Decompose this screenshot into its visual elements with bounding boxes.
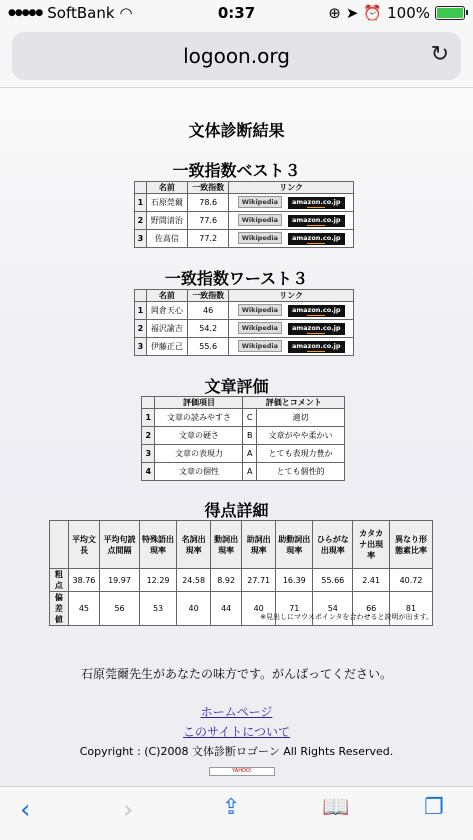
reload-icon[interactable]: ↻	[430, 42, 449, 67]
worst-heading: 一致指数ワースト３	[164, 269, 309, 288]
score-detail-heading: 得点詳細	[204, 501, 269, 520]
link-cell	[229, 302, 354, 320]
evaluation-item: 文章の表現力	[155, 445, 243, 463]
evaluation-comment: 文章がやや柔かい	[256, 427, 344, 445]
tabs-icon[interactable]: ❐	[424, 795, 444, 820]
evaluation-grade: A	[243, 445, 257, 463]
url-field[interactable]	[12, 32, 461, 80]
row-label: 偏差値	[50, 592, 69, 626]
amazon-link[interactable]: amazon.co.jp	[288, 215, 345, 227]
battery-percent: 100%	[387, 4, 430, 22]
metric-value: 55.66	[313, 569, 353, 592]
score-cell: 77.2	[188, 230, 229, 248]
metric-header[interactable]: カタカナ出現率	[353, 521, 390, 569]
metric-header[interactable]: 平均句読点間隔	[100, 521, 140, 569]
evaluation-heading: 文章評価	[204, 377, 269, 396]
name-cell: 野間清治	[146, 212, 187, 230]
url-text: logoon.org	[183, 44, 290, 68]
metric-header[interactable]: ひらがな出現率	[313, 521, 353, 569]
column-header	[135, 290, 147, 302]
rank-cell: 1	[135, 194, 147, 212]
wikipedia-link[interactable]: Wikipedia	[238, 196, 282, 208]
name-cell: 岡倉天心	[146, 302, 187, 320]
evaluation-grade: C	[243, 409, 257, 427]
link-cell	[229, 338, 354, 356]
column-header	[135, 182, 147, 194]
metric-header[interactable]: 動詞出現率	[211, 521, 242, 569]
metric-value: 8.92	[211, 569, 242, 592]
table-row	[135, 320, 354, 338]
amazon-link[interactable]: amazon.co.jp	[288, 197, 345, 209]
wikipedia-link[interactable]: Wikipedia	[238, 322, 282, 334]
amazon-link[interactable]: amazon.co.jp	[288, 233, 345, 245]
battery-icon	[435, 6, 465, 20]
row-number: 2	[142, 427, 155, 445]
browser-address-bar	[0, 26, 473, 88]
amazon-link[interactable]: amazon.co.jp	[288, 323, 345, 335]
worst-table	[134, 289, 354, 356]
page-content	[0, 88, 473, 786]
link-cell	[229, 212, 354, 230]
metric-value: 19.97	[100, 569, 140, 592]
name-cell: 佐高信	[146, 230, 187, 248]
page-title: 文体診断結果	[188, 121, 285, 140]
wikipedia-link[interactable]: Wikipedia	[238, 214, 282, 226]
result-message: 石原莞爾先生があなたの味方です。がんばってください。	[80, 667, 393, 681]
column-header: リンク	[229, 182, 354, 194]
wifi-icon: ◠	[119, 4, 133, 22]
table-header-row	[135, 182, 354, 194]
metric-header[interactable]: 名詞出現率	[177, 521, 211, 569]
metric-value: 66	[353, 592, 390, 626]
metric-value: 40	[242, 592, 276, 626]
row-number: 4	[142, 463, 155, 481]
metric-value: 53	[140, 592, 177, 626]
evaluation-grade: B	[243, 427, 257, 445]
row-label: 粗点	[50, 569, 69, 592]
metric-header[interactable]: 特殊語出現率	[140, 521, 177, 569]
name-cell: 福沢諭吉	[146, 320, 187, 338]
status-time: 0:37	[217, 4, 256, 22]
rank-cell: 2	[135, 212, 147, 230]
score-cell: 77.6	[188, 212, 229, 230]
amazon-link[interactable]: amazon.co.jp	[288, 305, 345, 317]
evaluation-item: 文章の硬さ	[155, 427, 243, 445]
table-row	[135, 212, 354, 230]
column-header: 一致指数	[188, 290, 229, 302]
about-link[interactable]: このサイトについて	[183, 725, 290, 739]
table-row	[135, 338, 354, 356]
evaluation-table	[141, 396, 345, 481]
location-icon: ➤	[345, 4, 359, 22]
link-cell	[229, 320, 354, 338]
name-cell: 伊藤正己	[146, 338, 187, 356]
forward-icon[interactable]: ›	[123, 795, 134, 825]
metric-header[interactable]: 平均文長	[68, 521, 99, 569]
table-header-row	[142, 397, 345, 409]
evaluation-grade: A	[243, 463, 257, 481]
rank-cell: 2	[135, 320, 147, 338]
link-cell	[229, 230, 354, 248]
browser-toolbar	[0, 786, 473, 840]
evaluation-comment: とても表現力豊か	[256, 445, 344, 463]
metric-value: 12.29	[140, 569, 177, 592]
corner-cell	[50, 521, 69, 569]
metric-value: 40.72	[390, 569, 433, 592]
table-row	[142, 445, 345, 463]
row-number: 3	[142, 445, 155, 463]
signal-icon: ●●●●●	[8, 8, 43, 18]
metric-header[interactable]: 助動詞出現率	[276, 521, 313, 569]
metric-value: 40	[177, 592, 211, 626]
metric-value: 71	[276, 592, 313, 626]
metric-value: 81	[390, 592, 433, 626]
copyright: Copyright : (C)2008 文体診断ロゴーン All Rights Reserved.	[79, 745, 394, 758]
rank-cell: 1	[135, 302, 147, 320]
score-note: ※見出しにマウスポインタを合わせると説明が出ます。	[260, 613, 433, 621]
name-cell: 石原莞爾	[146, 194, 187, 212]
score-cell: 78.6	[188, 194, 229, 212]
lock-rotation-icon: ⊕	[328, 4, 341, 22]
column-header: 一致指数	[188, 182, 229, 194]
evaluation-comment: 適切	[256, 409, 344, 427]
evaluation-comment: とても個性的	[256, 463, 344, 481]
back-icon[interactable]: ‹	[20, 795, 31, 825]
metric-value: 16.39	[276, 569, 313, 592]
wikipedia-link[interactable]: Wikipedia	[238, 232, 282, 244]
table-row	[142, 463, 345, 481]
column-header: 評価項目	[155, 397, 243, 409]
metric-value: 27.71	[242, 569, 276, 592]
evaluation-item: 文章の個性	[155, 463, 243, 481]
table-row	[135, 302, 354, 320]
table-row	[142, 427, 345, 445]
link-cell	[229, 194, 354, 212]
column-header: 評価とコメント	[243, 397, 345, 409]
best-heading: 一致指数ベスト３	[172, 161, 301, 180]
best-table	[134, 181, 354, 248]
share-icon[interactable]: ⇪	[222, 795, 241, 820]
table-row	[50, 569, 433, 592]
metric-header[interactable]: 助詞出現率	[242, 521, 276, 569]
score-cell: 55.6	[188, 338, 229, 356]
score-cell: 46	[188, 302, 229, 320]
metric-value: 38.76	[68, 569, 99, 592]
metric-value: 56	[100, 592, 140, 626]
score-detail-table	[49, 520, 433, 626]
metric-value: 24.58	[177, 569, 211, 592]
metric-value: 45	[68, 592, 99, 626]
row-number: 1	[142, 409, 155, 427]
metric-value: 44	[211, 592, 242, 626]
wikipedia-link[interactable]: Wikipedia	[238, 304, 282, 316]
amazon-link[interactable]: amazon.co.jp	[288, 341, 345, 353]
column-header	[142, 397, 155, 409]
bookmarks-icon[interactable]: 📖	[322, 795, 350, 820]
table-row	[135, 194, 354, 212]
carrier-name: SoftBank	[47, 4, 115, 22]
yahoo-badge[interactable]: YAHOO!	[209, 767, 275, 776]
column-header: リンク	[229, 290, 354, 302]
rank-cell: 3	[135, 338, 147, 356]
column-header: 名前	[146, 290, 187, 302]
wikipedia-link[interactable]: Wikipedia	[238, 340, 282, 352]
table-header-row	[135, 290, 354, 302]
metric-header[interactable]: 異なり形態素比率	[390, 521, 433, 569]
home-link[interactable]: ホームページ	[200, 705, 273, 719]
table-row	[142, 409, 345, 427]
metric-value: 54	[313, 592, 353, 626]
table-row	[135, 230, 354, 248]
column-header: 名前	[146, 182, 187, 194]
table-header-row	[50, 521, 433, 569]
metric-value: 2.41	[353, 569, 390, 592]
alarm-icon: ⏰	[363, 4, 383, 22]
evaluation-item: 文章の読みやすさ	[155, 409, 243, 427]
rank-cell: 3	[135, 230, 147, 248]
score-cell: 54.2	[188, 320, 229, 338]
status-bar	[0, 0, 473, 26]
